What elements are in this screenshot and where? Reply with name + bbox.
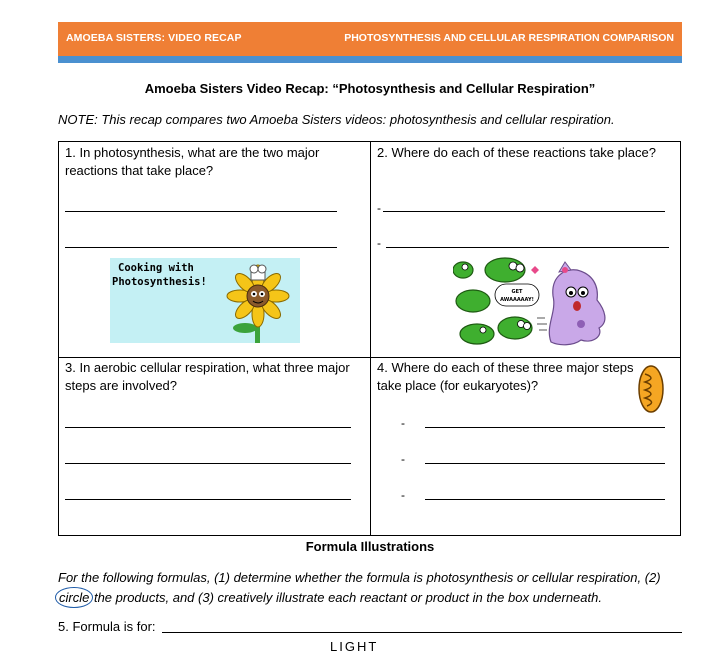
section-heading: Formula Illustrations — [305, 539, 435, 554]
cut-off-text: LIGHT — [330, 639, 379, 654]
question-grid — [58, 141, 681, 536]
dash-2a: - — [377, 201, 381, 215]
note-text: NOTE: This recap compares two Amoeba Sisters videos: photosynthesis and cellular respiration. — [58, 112, 615, 127]
answer-line-4a[interactable] — [425, 427, 665, 428]
question-2: 2. Where do each of these reactions take place? — [377, 145, 656, 160]
answer-line-1b[interactable] — [65, 247, 337, 248]
question-1: 1. In photosynthesis, what are the two major reactions that take place? — [65, 145, 320, 178]
bubble-text-line1: GET — [511, 289, 523, 295]
question-4: 4. Where do each of these three major steps take place (for eukaryotes)? — [377, 360, 634, 393]
question-5-answer-line[interactable] — [162, 632, 682, 633]
circle-word: circle — [55, 587, 93, 608]
chloroplast-amoeba-illustration — [453, 256, 615, 346]
answer-line-2a[interactable] — [383, 211, 665, 212]
instructions — [58, 568, 688, 608]
instructions-part2: the products, and (3) creatively illustrate each reactant or product in the box underneath. — [90, 590, 602, 605]
answer-line-2b[interactable] — [386, 247, 669, 248]
mitochondrion-icon — [637, 364, 665, 414]
cooking-photosynthesis-illustration — [110, 258, 300, 343]
answer-line-3c[interactable] — [65, 499, 351, 500]
header-right-text: PHOTOSYNTHESIS AND CELLULAR RESPIRATION COMPARISON — [344, 32, 674, 44]
grid-horizontal-divider — [59, 357, 680, 358]
answer-line-4b[interactable] — [425, 463, 665, 464]
header-left-text: AMOEBA SISTERS: VIDEO RECAP — [66, 32, 242, 44]
grid-vertical-divider — [370, 142, 371, 535]
question-5-label: 5. Formula is for: — [58, 619, 156, 634]
dash-4a: - — [401, 416, 405, 430]
question-3: 3. In aerobic cellular respiration, what three major steps are involved? — [65, 360, 350, 393]
instructions-part1: For the following formulas, (1) determine whether the formula is photosynthesis or cellular respiration, (2) — [58, 570, 661, 585]
dash-2b: - — [377, 236, 381, 250]
answer-line-1a[interactable] — [65, 211, 337, 212]
header-banner — [58, 22, 682, 56]
answer-line-4c[interactable] — [425, 499, 665, 500]
dash-4b: - — [401, 452, 405, 466]
cooking-text-line1: Cooking with — [118, 262, 194, 274]
answer-line-3b[interactable] — [65, 463, 351, 464]
bubble-text-line2: AWAAAAAY! — [500, 297, 534, 303]
header-stripe — [58, 56, 682, 63]
page-title: Amoeba Sisters Video Recap: “Photosynthesis and Cellular Respiration” — [144, 81, 596, 96]
cooking-text-line2: Photosynthesis! — [112, 276, 207, 288]
answer-line-3a[interactable] — [65, 427, 351, 428]
dash-4c: - — [401, 488, 405, 502]
